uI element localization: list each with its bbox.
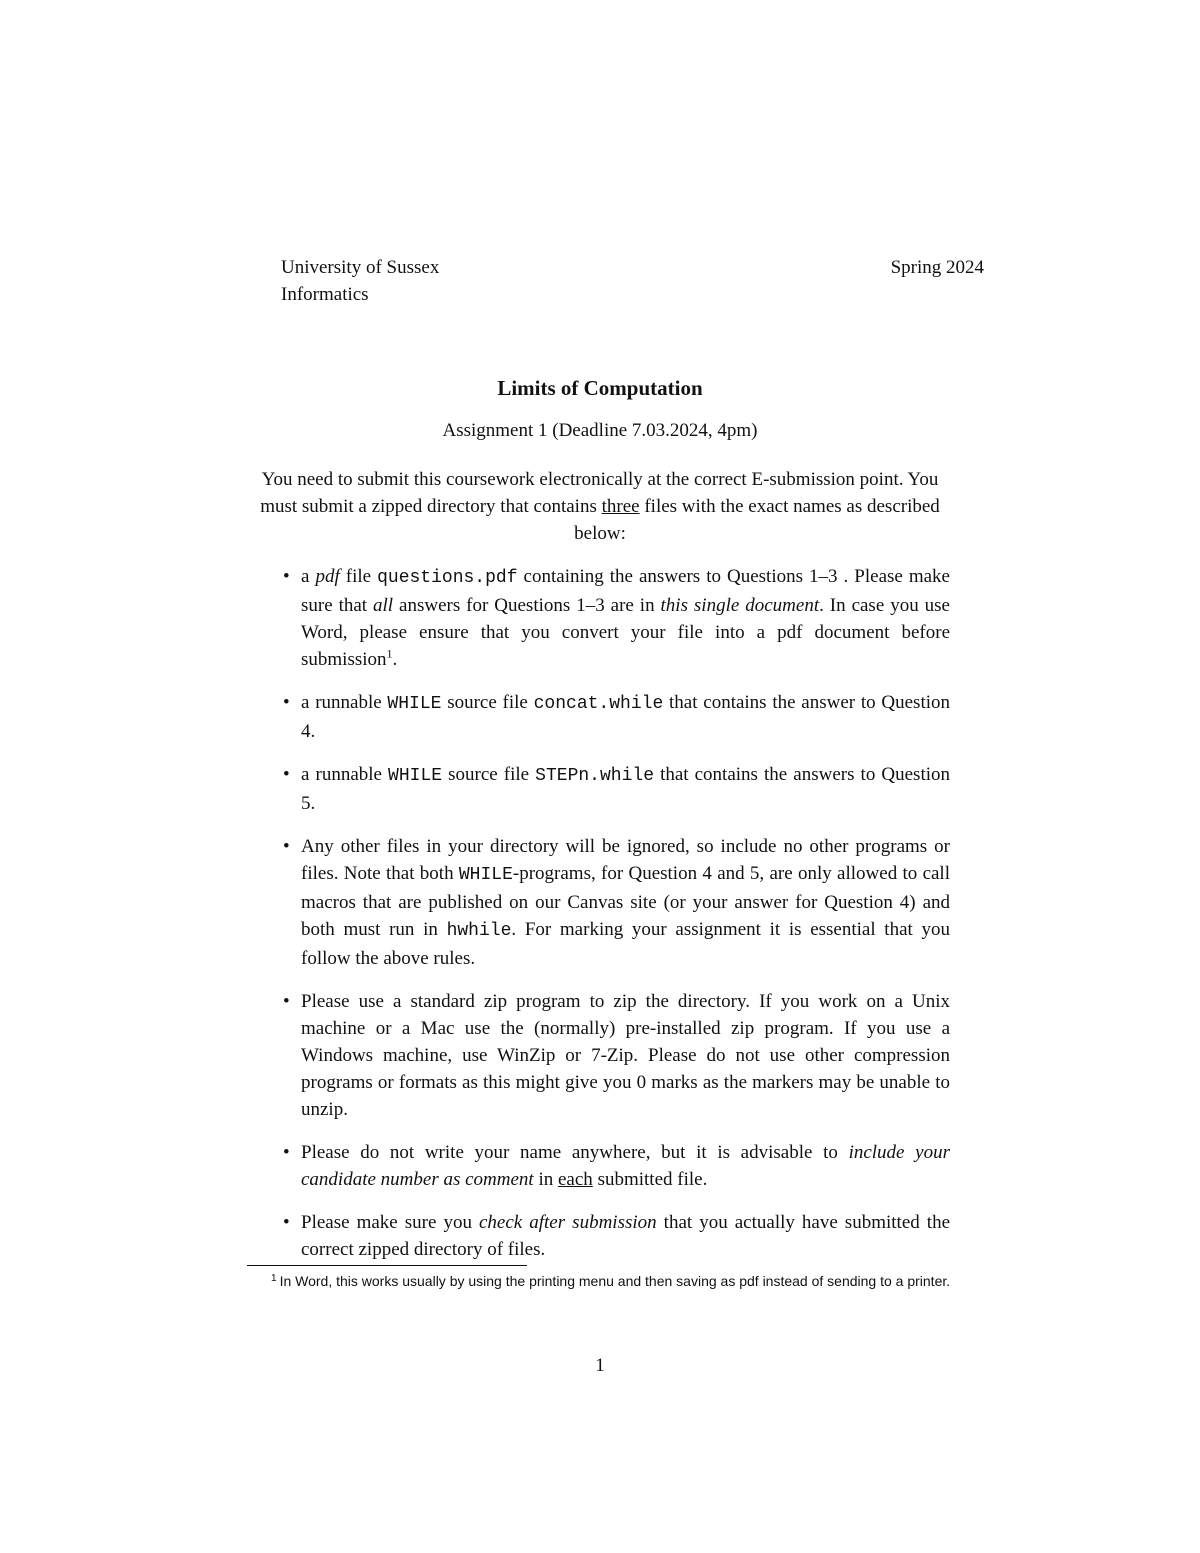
footnote-ref: 1 [386,646,393,661]
term: Spring 2024 [890,257,984,278]
document-title: Limits of Computation [497,376,703,400]
list-item-check: • Please make sure you check after submission that you actually have submitted the correct zipped directory of files. [281,1209,950,1263]
page-number: 1 [595,1355,605,1376]
footnote-rule [247,1265,527,1266]
filename-stepn-while: STEPn.while [535,766,654,786]
underlined-three: three [601,496,640,517]
header-left [281,254,439,308]
filename-questions-pdf: questions.pdf [377,568,518,588]
assignment-subtitle: Assignment 1 (Deadline 7.03.2024, 4pm) [442,420,758,441]
hwhile-code: hwhile [446,921,512,941]
requirements-list [281,563,950,1279]
footnote [247,1270,953,1292]
institution: University of Sussex [281,257,440,278]
list-item-stepn: • a runnable WHILE source file STEPn.while that contains the answers to Question 5. [281,761,950,817]
filename-concat-while: concat.while [533,694,664,714]
list-item-other-files: • Any other files in your directory will be ignored, so include no other programs or files. Note that both WHILE-programs, for Question 4 and 5, are only allowed to call macros that are published on our Canvas site (or your answer for Question 4) and both must run in hwhile. For marking your assignment it is essential that you follow the above rules. [281,833,950,972]
list-item-pdf: • a pdf file questions.pdf containing the answers to Questions 1–3 . Please make sure that all answers for Questions 1–3 are in this single document. In case you use Word, please ensure that you convert your file into a pdf document before submission$^1$. [281,563,950,673]
list-item-concat: • a runnable WHILE source file concat.while that contains the answer to Question 4. [281,689,950,745]
footnote-mark: 1 [271,1273,277,1284]
list-item-zip: • Please use a standard zip program to zip the directory. If you work on a Unix machine or a Mac use the (normally) pre-installed zip program. If you use a Windows machine, use WinZip or 7-Zip. Please do not use other compression programs or formats as this might give you 0 marks as the markers may be unable to unzip. [281,988,950,1123]
footnote-text: In Word, this works usually by using the printing menu and then saving as pdf instead of sending to a printer. [279,1273,951,1289]
intro-paragraph: You need to submit this coursework electronically at the correct E-submission point. You must submit a zipped directory that contains three files with the exact names as described below: [260,469,940,544]
list-item-name: • Please do not write your name anywhere, but it is advisable to include your candidate number as comment in each submitted file. [281,1139,950,1193]
department: Informatics [281,284,369,305]
